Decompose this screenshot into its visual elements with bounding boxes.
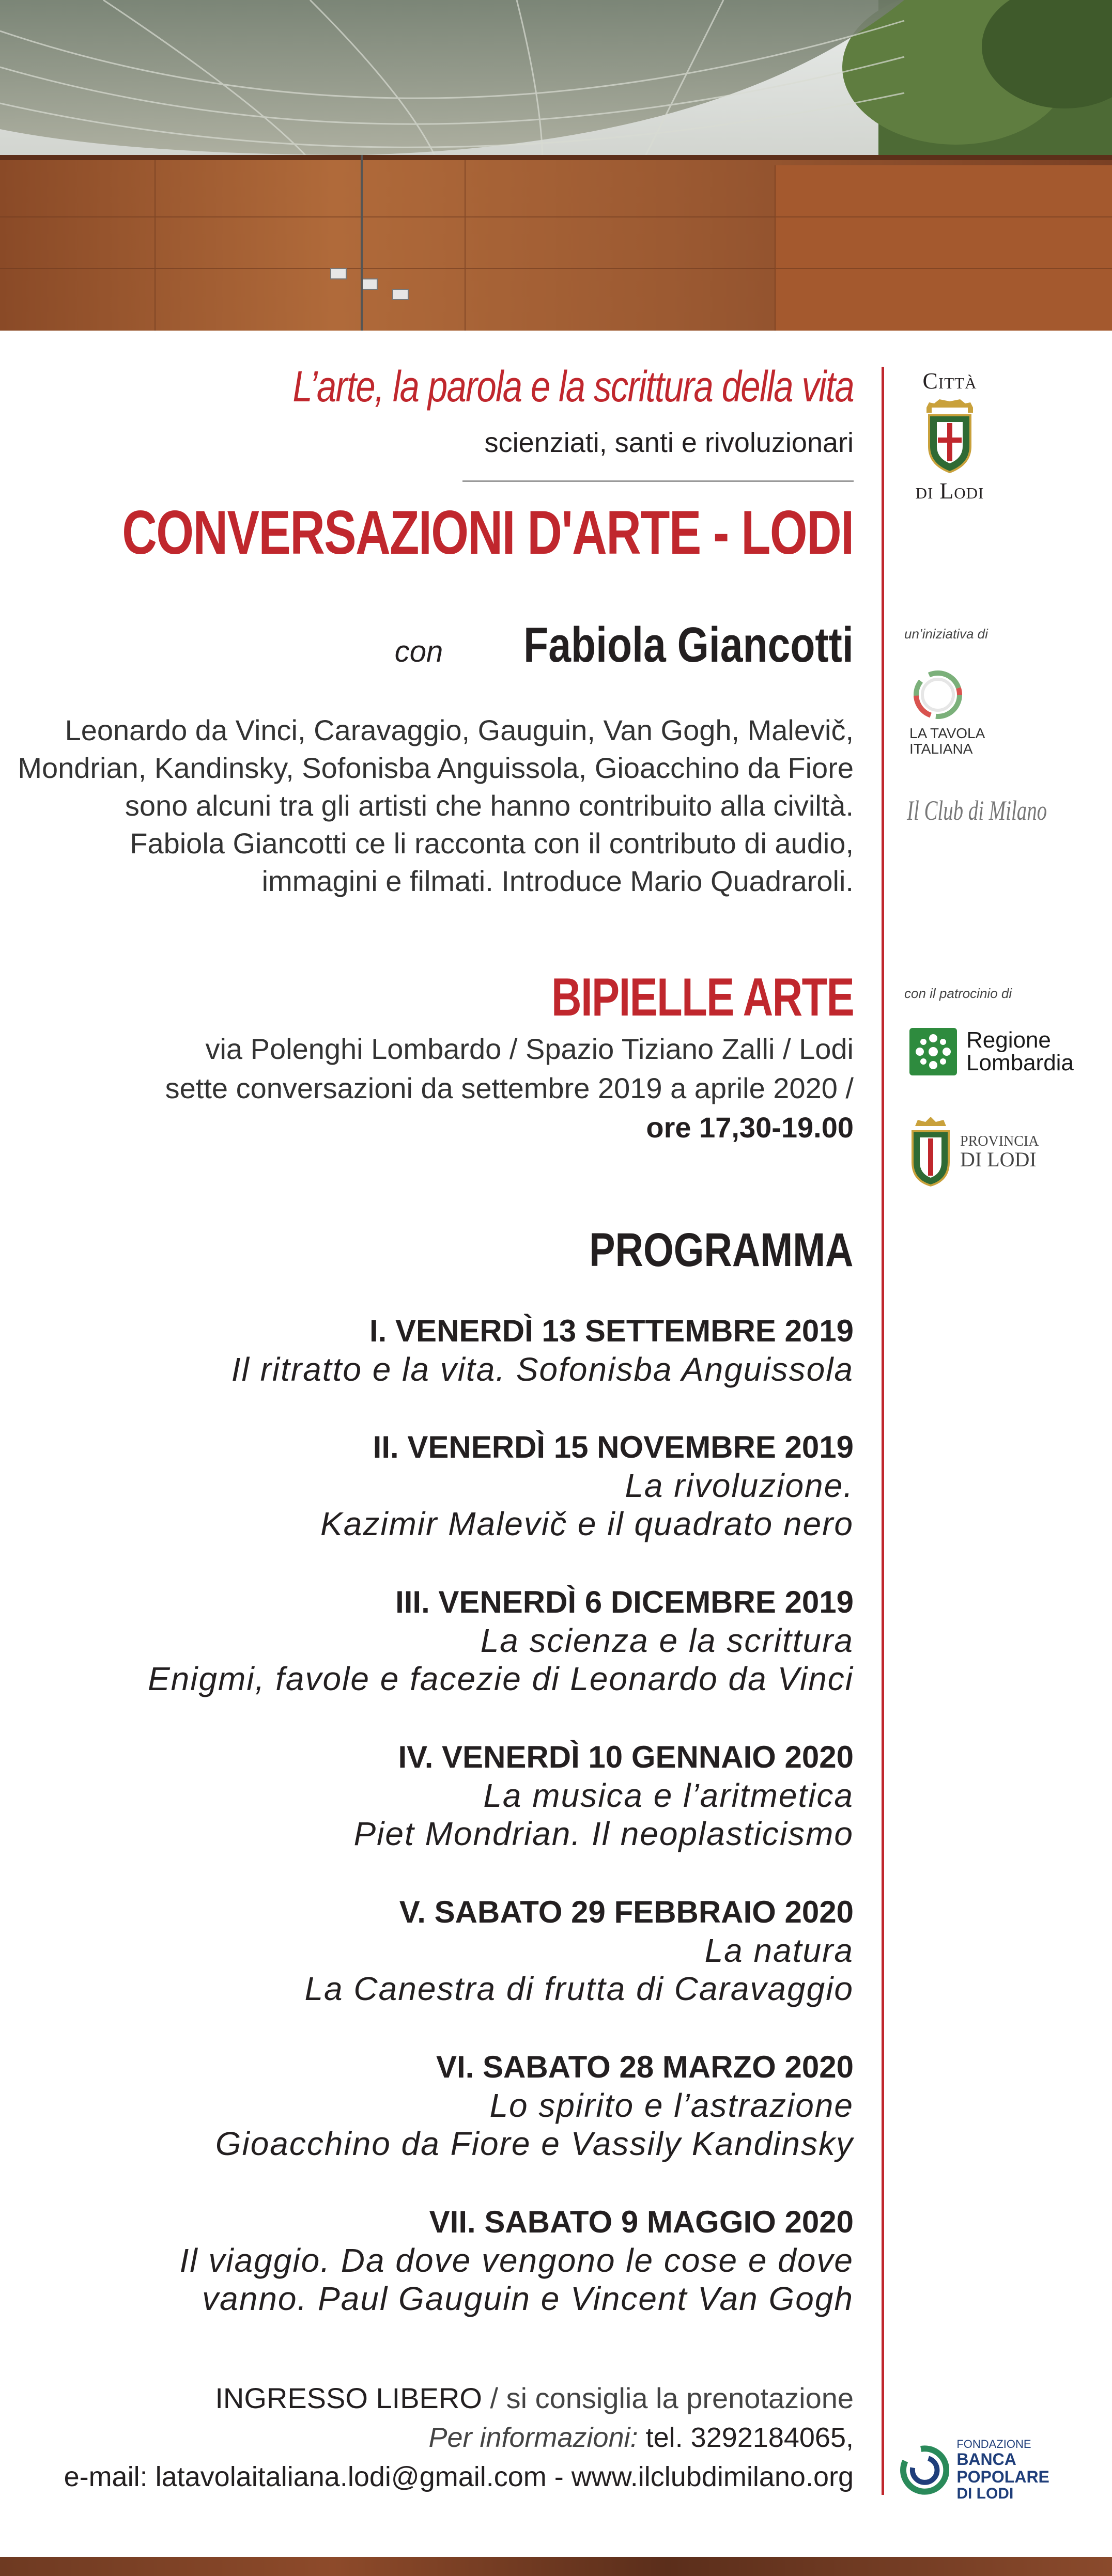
intro-line: Fabiola Giancotti ce li racconta con il contributo di audio, <box>130 827 854 860</box>
program-item-3 <box>0 1583 854 1698</box>
program-date: V. SABATO 29 FEBBRAIO 2020 <box>399 1895 854 1929</box>
citta-di-lodi-logo <box>903 368 996 504</box>
program-item-1 <box>0 1312 854 1388</box>
venue-period: sette conversazioni da settembre 2019 a aprile 2020 / <box>165 1072 854 1104</box>
program-item-2 <box>0 1428 854 1543</box>
program-date: II. VENERDÌ 15 NOVEMBRE 2019 <box>373 1430 854 1464</box>
program-topic: Lo spirito e l’astrazione <box>489 2087 854 2124</box>
entry-free: INGRESSO LIBERO <box>215 2382 482 2414</box>
provincia-di-lodi-logo <box>907 1116 1039 1188</box>
speaker-line <box>395 617 854 674</box>
intro-line: immagini e filmati. Introduce Mario Quadraroli. <box>261 865 854 897</box>
city-top-label: Città <box>922 368 977 394</box>
tavola-ring-icon <box>909 666 966 723</box>
program-item-5 <box>0 1893 854 2008</box>
program-topic: Piet Mondrian. Il neoplasticismo <box>353 1815 854 1852</box>
regione-lombardia-logo <box>909 1028 1074 1075</box>
program-date: IV. VENERDÌ 10 GENNAIO 2020 <box>398 1740 854 1774</box>
tavola-line-1: LA TAVOLA <box>909 725 985 741</box>
program-item-6 <box>0 2048 854 2163</box>
intro-line: Leonardo da Vinci, Caravaggio, Gauguin, Van Gogh, Malevič, <box>65 714 854 746</box>
fondazione-bpl-icon <box>900 2445 949 2495</box>
provincia-line-2: DI LODI <box>960 1148 1037 1171</box>
auditorium-photo <box>0 0 1112 331</box>
program-topic: La Canestra di frutta di Caravaggio <box>304 1970 854 2007</box>
program-topic: Kazimir Malevič e il quadrato nero <box>320 1505 854 1542</box>
program-topic: La scienza e la scrittura <box>480 1622 854 1659</box>
info-phone: tel. 3292184065, <box>645 2422 854 2453</box>
program-item-7 <box>0 2203 854 2318</box>
speaker-prefix: con <box>394 635 443 668</box>
contacts-line: e-mail: latavolaitaliana.lodi@gmail.com - www.ilclubdimilano.org <box>64 2461 854 2492</box>
initiative-label: un’iniziativa di <box>904 626 988 642</box>
intro-line: sono alcuni tra gli artisti che hanno contribuito alla civiltà. <box>125 789 854 822</box>
venue-hours: ore 17,30-19.00 <box>646 1111 854 1144</box>
regione-line-1: Regione <box>966 1027 1051 1053</box>
fondazione-line-3: DI LODI <box>956 2485 1014 2502</box>
program-date: III. VENERDÌ 6 DICEMBRE 2019 <box>395 1585 854 1619</box>
fondazione-line-1: FONDAZIONE <box>956 2438 1031 2450</box>
provincia-line-1: PROVINCIA <box>960 1133 1039 1149</box>
regione-lombardia-icon <box>909 1028 957 1075</box>
il-club-di-milano-logo: Il Club di Milano <box>907 795 1047 826</box>
side-divider <box>882 367 884 2495</box>
entry-note: / si consiglia la prenotazione <box>490 2382 854 2414</box>
venue-name: BIPIELLE ARTE <box>551 967 854 1027</box>
program-topic: Enigmi, favole e facezie di Leonardo da Vinci <box>147 1660 854 1697</box>
entry-info <box>215 2381 854 2415</box>
program-topic: La rivoluzione. <box>625 1467 854 1504</box>
event-title: CONVERSAZIONI D'ARTE - LODI <box>122 498 854 567</box>
speaker-name: Fabiola Giancotti <box>523 617 854 673</box>
city-bottom-label: di Lodi <box>915 478 984 504</box>
program-topic: vanno. Paul Gauguin e Vincent Van Gogh <box>202 2280 854 2317</box>
program-date: VI. SABATO 28 MARZO 2020 <box>436 2050 854 2084</box>
fondazione-line-2: BANCA POPOLARE <box>956 2450 1049 2486</box>
main-title: L’arte, la parola e la scrittura della vita <box>292 362 854 411</box>
program-topic: Il viaggio. Da dove vengono le cose e dove <box>179 2242 854 2279</box>
lodi-crest-icon <box>921 397 978 475</box>
fondazione-bpl-logo <box>900 2438 1112 2502</box>
program-topic: Gioacchino da Fiore e Vassily Kandinsky <box>215 2125 854 2162</box>
regione-line-2: Lombardia <box>966 1050 1074 1075</box>
title-divider <box>462 480 854 482</box>
provincia-crest-icon <box>907 1116 954 1188</box>
program-item-4 <box>0 1738 854 1853</box>
program-date: I. VENERDÌ 13 SETTEMBRE 2019 <box>369 1314 854 1348</box>
info-line <box>428 2422 854 2454</box>
intro-paragraph <box>0 711 854 900</box>
program-topic: La natura <box>704 1932 854 1969</box>
tavola-line-2: ITALIANA <box>909 741 973 757</box>
program-date: VII. SABATO 9 MAGGIO 2020 <box>429 2205 854 2239</box>
info-label: Per informazioni: <box>428 2422 638 2453</box>
subtitle: scienziati, santi e rivoluzionari <box>484 427 854 458</box>
programma-heading: PROGRAMMA <box>589 1224 854 1276</box>
intro-line: Mondrian, Kandinsky, Sofonisba Anguissola, Gioacchino da Fiore <box>18 752 854 784</box>
la-tavola-italiana-logo <box>909 666 985 757</box>
venue-address: via Polenghi Lombardo / Spazio Tiziano Zalli / Lodi <box>205 1033 854 1065</box>
program-topic: Il ritratto e la vita. Sofonisba Anguissola <box>231 1351 854 1388</box>
program-topic: La musica e l’aritmetica <box>483 1777 854 1814</box>
header-photo <box>0 0 1112 331</box>
patronage-label: con il patrocinio di <box>904 986 1012 1001</box>
footer-photo-strip <box>0 2557 1112 2576</box>
